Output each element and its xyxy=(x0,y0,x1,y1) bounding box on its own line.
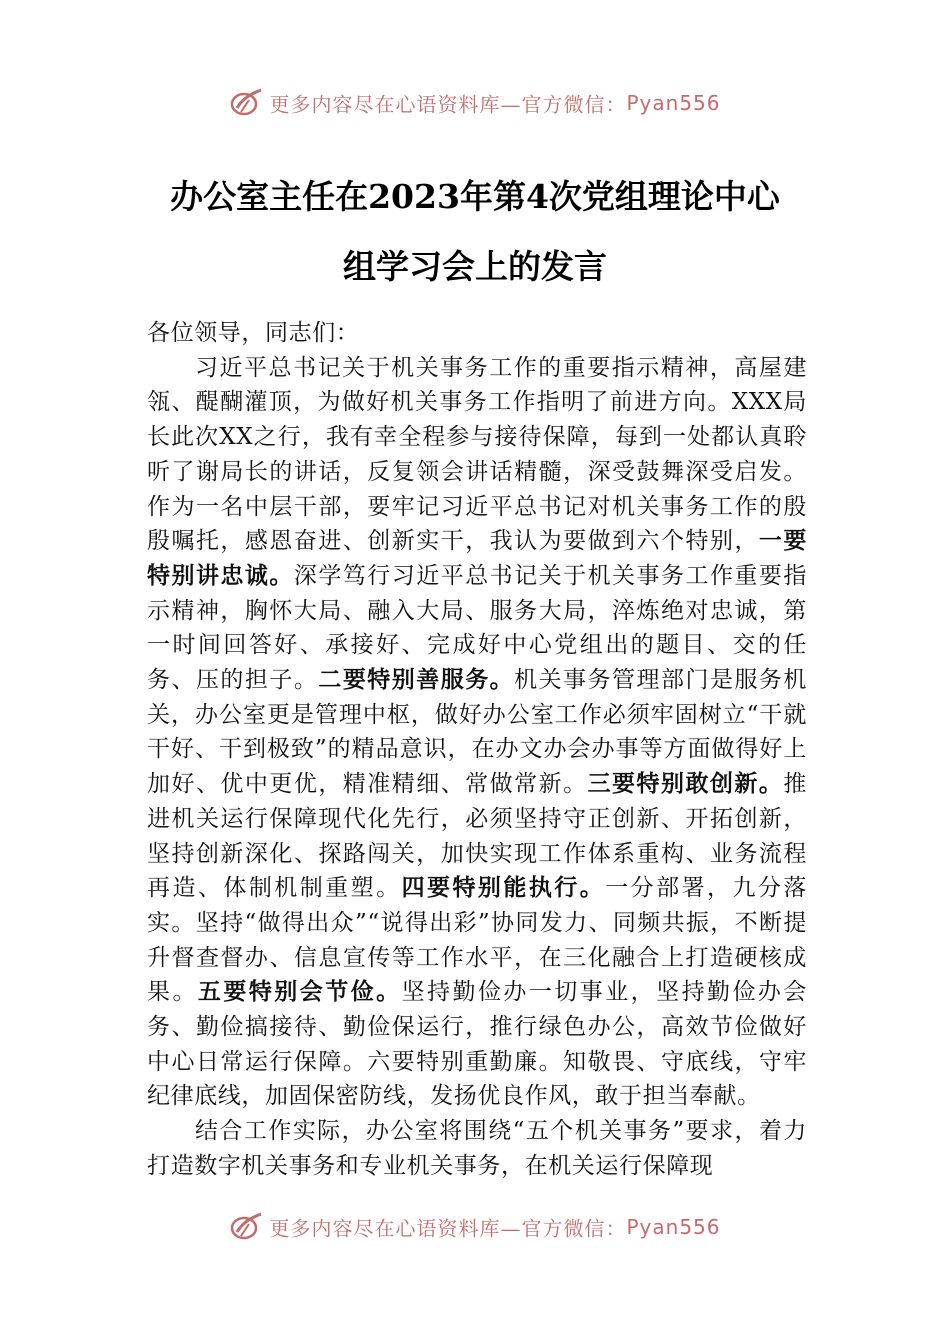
para1-sentence-5: 一分部署，九分落实。坚持“做得出众”“说得出彩”协同发力、同频共振，不断提升督查督办、信息宣传等工作水平，在三化融合上打造硬核成果。 xyxy=(147,875,807,1006)
title-line-1: 办公室主任在2023年第4次党组理论中心 xyxy=(170,177,780,216)
para1-sentence-6: 坚持勤俭办一切事业，坚持勤俭办会务、勤俭搞接待、勤俭保运行，推行绿色办公，高效节俭做好中心日常运行保障。六要特别重勤廉。知敬畏、守底线，守牢纪律底线，加固保密防线，发扬优良作风，敢于担当奉献。 xyxy=(147,979,807,1110)
title-line-2: 组学习会上的发言 xyxy=(343,247,607,286)
watermark-text: 更多内容尽在心语资料库—官方微信： xyxy=(269,1216,627,1241)
salutation: 各位领导，同志们： xyxy=(147,320,360,346)
watermark-footer xyxy=(0,1210,950,1250)
watermark-header xyxy=(0,86,950,126)
point-heading-3: 三要特别敢创新。 xyxy=(587,770,784,798)
brand-logo-icon xyxy=(229,86,265,120)
para1-sentence-1: 习近平总书记关于机关事务工作的重要指示精神，高屋建瓴、醍醐灌顶，为做好机关事务工作指明了前进方向。XXX局长此次XX之行，我有幸全程参与接待保障，每到一处都认真聆听了谢局长的讲话，反复领会讲话精髓，深受鼓舞深受启发。作为一名中层干部，要牢记习近平总书记对机关事务工作的殷殷嘱托，感恩奋进、创新实干，我认为要做到六个特别， xyxy=(147,354,807,555)
brand-logo-icon xyxy=(229,1210,265,1244)
watermark-text: 更多内容尽在心语资料库—官方微信： xyxy=(269,92,627,117)
document-body xyxy=(147,316,807,1206)
para1-sentence-4: 推进机关运行保障现代化先行，必须坚持守正创新、开拓创新，坚持创新深化、探路闯关，加快实现工作体系重构、业务流程再造、体制机制重塑。 xyxy=(147,771,807,902)
document-title xyxy=(120,162,830,302)
point-heading-4: 四要特别能执行。 xyxy=(401,874,606,902)
para1-sentence-3: 机关事务管理部门是服务机关，办公室更是管理中枢，做好办公室工作必须牢固树立“干就干好、干到极致”的精品意识，在办文办会办事等方面做得好上加好、优中更优，精准精细、常做常新。 xyxy=(147,667,807,798)
para1-sentence-2: 深学笃行习近平总书记关于机关事务工作重要指示精神，胸怀大局、融入大局、服务大局，淬炼绝对忠诚，第一时间回答好、承接好、完成好中心党组出的题目、交的任务、压的担子。 xyxy=(147,562,807,694)
watermark-handle: Pyan556 xyxy=(626,1215,721,1239)
point-heading-1: 一要特别讲忠诚。 xyxy=(147,527,807,589)
paragraph-2: 结合工作实际，办公室将围绕“五个机关事务”要求，着力打造数字机关事务和专业机关事务，在机关运行保障现 xyxy=(147,1118,807,1179)
watermark-handle: Pyan556 xyxy=(626,91,721,115)
paragraph-1 xyxy=(147,351,807,1114)
point-heading-2: 二要特别善服务。 xyxy=(318,666,515,694)
point-heading-5: 五要特别会节俭。 xyxy=(197,978,402,1006)
